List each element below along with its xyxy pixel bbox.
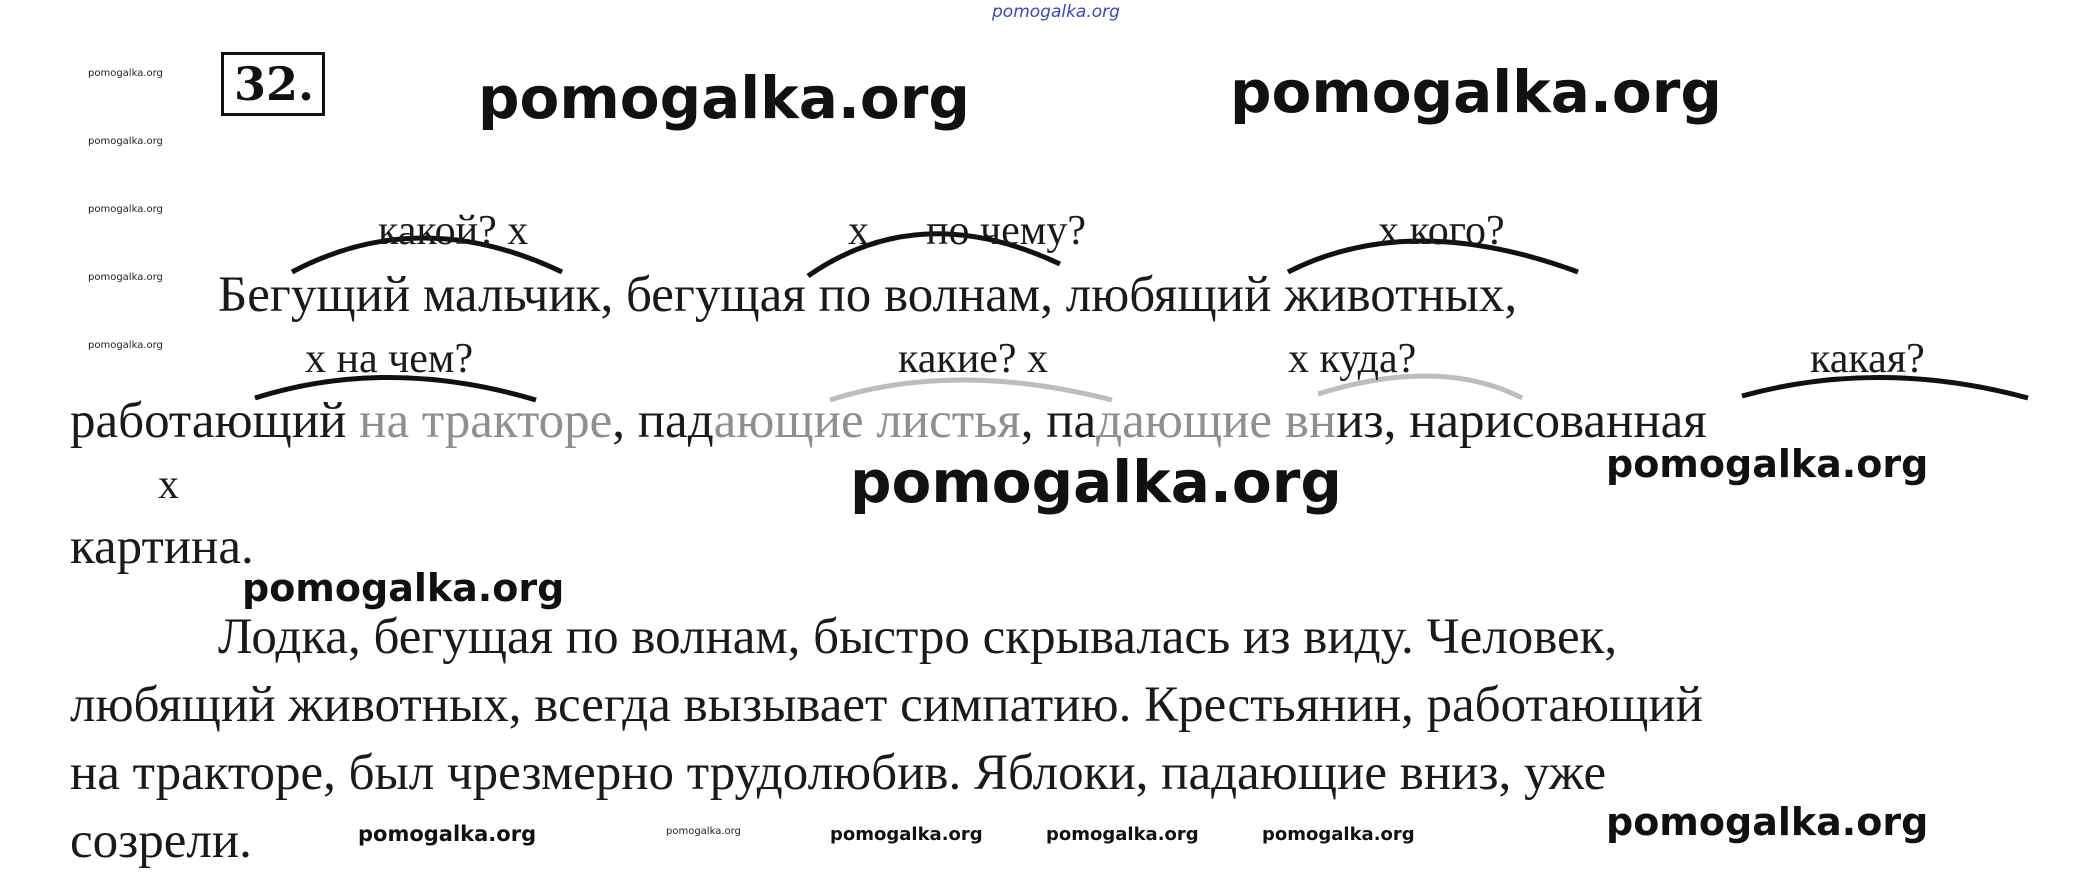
annotation-x: х	[848, 208, 869, 254]
phrase-segment: , па	[1020, 393, 1097, 449]
phrase-segment: , пад	[612, 393, 714, 449]
annotation-kuda: х куда?	[1288, 336, 1417, 382]
watermark-medium: pomogalka.org	[242, 566, 565, 610]
exercise-number: 32.	[221, 52, 325, 116]
sentence-line-1: Лодка, бегущая по волнам, быстро скрывалась из виду. Человек,	[218, 609, 1618, 665]
annotation-x: х	[158, 462, 179, 508]
watermark-small: pomogalka.org	[830, 824, 983, 845]
watermark-side: pomogalka.org	[88, 272, 163, 283]
watermark-small: pomogalka.org	[1262, 824, 1415, 845]
sentence-line-2: любящий животных, всегда вызывает симпатию. Крестьянин, работающий	[70, 677, 1703, 733]
watermark-side: pomogalka.org	[88, 340, 163, 351]
annotation-kakaya: какая?	[1810, 336, 1925, 382]
watermark-medium: pomogalka.org	[1606, 442, 1929, 486]
phrase-segment-faded: на тракторе	[359, 393, 613, 449]
watermark-large: pomogalka.org	[478, 64, 970, 132]
watermark-small: pomogalka.org	[358, 822, 537, 846]
phrase-segment: работающий	[70, 393, 347, 449]
watermark-side: pomogalka.org	[88, 68, 163, 79]
watermark-tiny: pomogalka.org	[666, 826, 741, 837]
watermark-medium: pomogalka.org	[1606, 800, 1929, 844]
phrase-segment-faded: дающие вн	[1096, 393, 1337, 449]
annotation-na-chem: х на чем?	[305, 336, 474, 382]
watermark-top: pomogalka.org	[992, 2, 1120, 22]
phrase-line-2	[70, 393, 1707, 449]
sentence-line-3: на тракторе, был чрезмерно трудолюбив. Яблоки, падающие вниз, уже	[70, 745, 1607, 801]
watermark-large: pomogalka.org	[850, 448, 1342, 516]
phrase-line-3: картина.	[70, 519, 254, 575]
annotation-po-chemu: по чему?	[926, 208, 1086, 254]
annotation-kakie: какие? х	[898, 336, 1049, 382]
watermark-side: pomogalka.org	[88, 204, 163, 215]
watermark-large: pomogalka.org	[1230, 58, 1722, 126]
watermark-side: pomogalka.org	[88, 136, 163, 147]
watermark-small: pomogalka.org	[1046, 824, 1199, 845]
phrase-segment: из, нарисованная	[1336, 393, 1707, 449]
phrase-line-1: Бегущий мальчик, бегущая по волнам, любящий животных,	[218, 267, 1518, 323]
annotation-kogo: х кого?	[1378, 208, 1505, 254]
sentence-line-4: созрели.	[70, 813, 252, 869]
phrase-segment-faded: ающие листья	[713, 393, 1021, 449]
annotation-kakoy: какой? х	[378, 208, 529, 254]
